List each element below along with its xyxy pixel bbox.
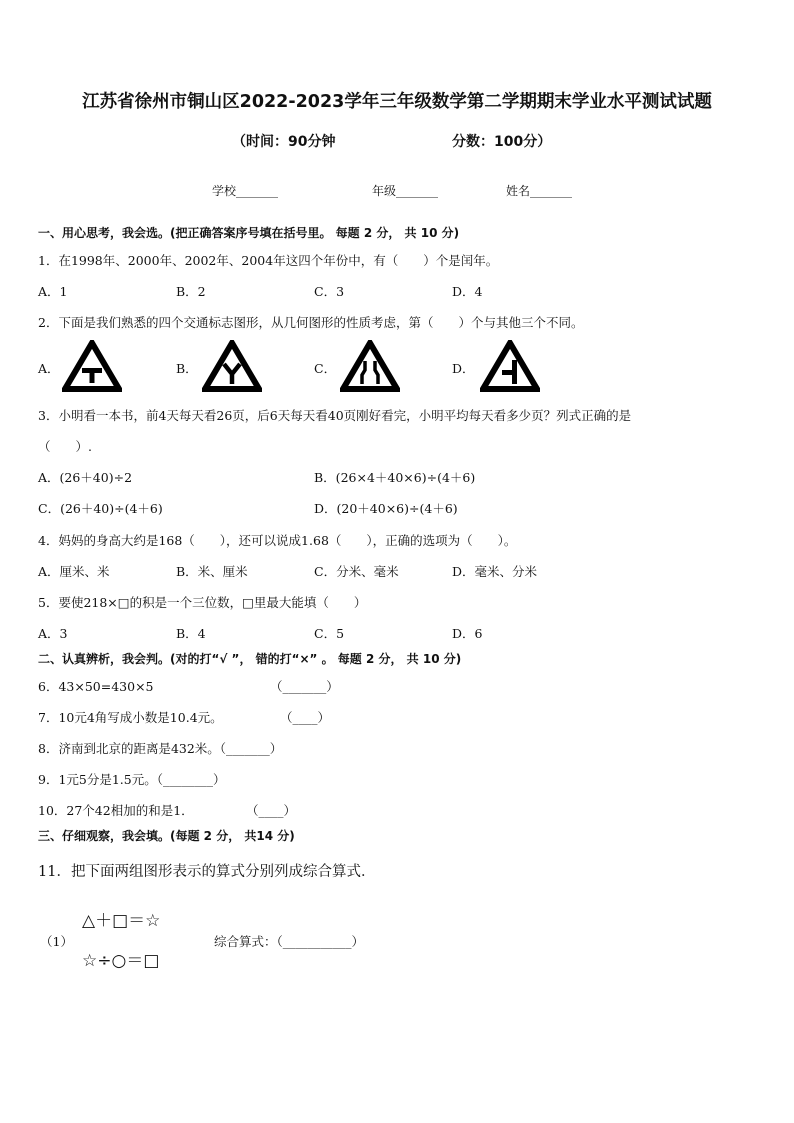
traffic-sign-b-icon	[202, 340, 262, 392]
q3-option-a: A．(26＋40)÷2	[38, 470, 133, 485]
q2-label-c: C．	[314, 361, 337, 376]
traffic-sign-a-icon	[62, 340, 122, 392]
formula-row-1	[82, 906, 160, 931]
q1-option-a: A．1	[38, 284, 68, 299]
question-3: 3．小明看一本书，前4天每天看26页，后6天每天看40页刚好看完，小明平均每天看多少页？列式正确的是	[38, 408, 632, 423]
name-field: 姓名_______	[506, 184, 573, 198]
q5-option-d: D．6	[452, 626, 483, 641]
question-5: 5．要使218×□的积是一个三位数，□里最大能填（ ）	[38, 595, 367, 610]
section-2-heading: 二、认真辨析，我会判。(对的打“√ ”， 错的打“×” 。 每题 2 分， 共 10 分)	[38, 652, 462, 666]
equals-sign: ＝	[126, 951, 144, 971]
exam-title: 江苏省徐州市铜山区2022-2023学年三年级数学第二学期期末学业水平测试试题	[82, 92, 712, 112]
question-4: 4．妈妈的身高大约是168（ ），还可以说成1.68（ ），正确的选项为（ ）。	[38, 533, 517, 548]
q2-label-b: B．	[176, 361, 198, 376]
q11-answer-field[interactable]: 综合算式：（___________）	[214, 934, 365, 949]
q4-option-d: D．毫米、分米	[452, 564, 538, 579]
question-2: 2．下面是我们熟悉的四个交通标志图形，从几何图形的性质考虑，第（ ）个与其他三个不同。	[38, 315, 584, 330]
school-field: 学校_______	[212, 184, 279, 198]
q1-option-d: D．4	[452, 284, 483, 299]
q11-part-label: （1）	[40, 934, 73, 949]
divide-sign: ÷	[97, 951, 112, 971]
q4-option-b: B．米、厘米	[176, 564, 248, 579]
star-icon: ☆	[82, 951, 98, 971]
q2-label-a: A．	[38, 361, 60, 376]
q2-label-d: D．	[452, 361, 475, 376]
q4-option-a: A．厘米、米	[38, 564, 110, 579]
q3-option-c: C．(26＋40)÷(4＋6)	[38, 501, 163, 516]
grade-field: 年级_______	[372, 184, 439, 198]
q3-option-b: B．(26×4＋40×6)÷(4＋6)	[314, 470, 476, 485]
question-1: 1．在1998年、2000年、2002年、2004年这四个年份中，有（ ）个是闰年。	[38, 253, 499, 268]
traffic-sign-c-icon	[340, 340, 400, 392]
plus-sign: ＋	[95, 911, 113, 931]
q5-option-a: A．3	[38, 626, 68, 641]
q5-option-b: B．4	[176, 626, 206, 641]
square-icon: □	[112, 911, 129, 931]
circle-icon: ○	[111, 951, 127, 971]
q1-option-c: C．3	[314, 284, 345, 299]
star-icon: ☆	[145, 911, 161, 931]
section-1-heading: 一、用心思考，我会选。(把正确答案序号填在括号里。 每题 2 分， 共 10 分)	[38, 226, 460, 240]
question-9: 9．1元5分是1.5元。（________）	[38, 772, 226, 787]
question-6: 6．43×50=430×5	[38, 679, 154, 694]
question-10: 10．27个42相加的和是1．	[38, 803, 194, 818]
q4-option-c: C．分米、毫米	[314, 564, 399, 579]
q7-answer-blank[interactable]: （____）	[280, 710, 331, 725]
question-3-tail: （ ）.	[38, 439, 92, 454]
question-7: 7．10元4角写成小数是10.4元。	[38, 710, 223, 725]
q5-option-c: C．5	[314, 626, 345, 641]
question-11: 11．把下面两组图形表示的算式分别列成综合算式．	[38, 864, 376, 880]
triangle-icon: △	[82, 911, 96, 931]
q3-option-d: D．(20＋40×6)÷(4＋6)	[314, 501, 458, 516]
question-8: 8．济南到北京的距离是432米。（_______）	[38, 741, 283, 756]
time-info: （时间：90分钟	[232, 134, 336, 150]
score-info: 分数：100分）	[452, 134, 552, 150]
square-icon: □	[143, 951, 160, 971]
equals-sign: ＝	[128, 911, 146, 931]
section-3-heading: 三、仔细观察，我会填。(每题 2 分， 共14 分)	[38, 829, 295, 843]
q1-option-b: B．2	[176, 284, 206, 299]
traffic-sign-d-icon	[480, 340, 540, 392]
formula-row-2	[82, 946, 159, 971]
q6-answer-blank[interactable]: （_______）	[270, 679, 339, 694]
q10-answer-blank[interactable]: （____）	[246, 803, 297, 818]
